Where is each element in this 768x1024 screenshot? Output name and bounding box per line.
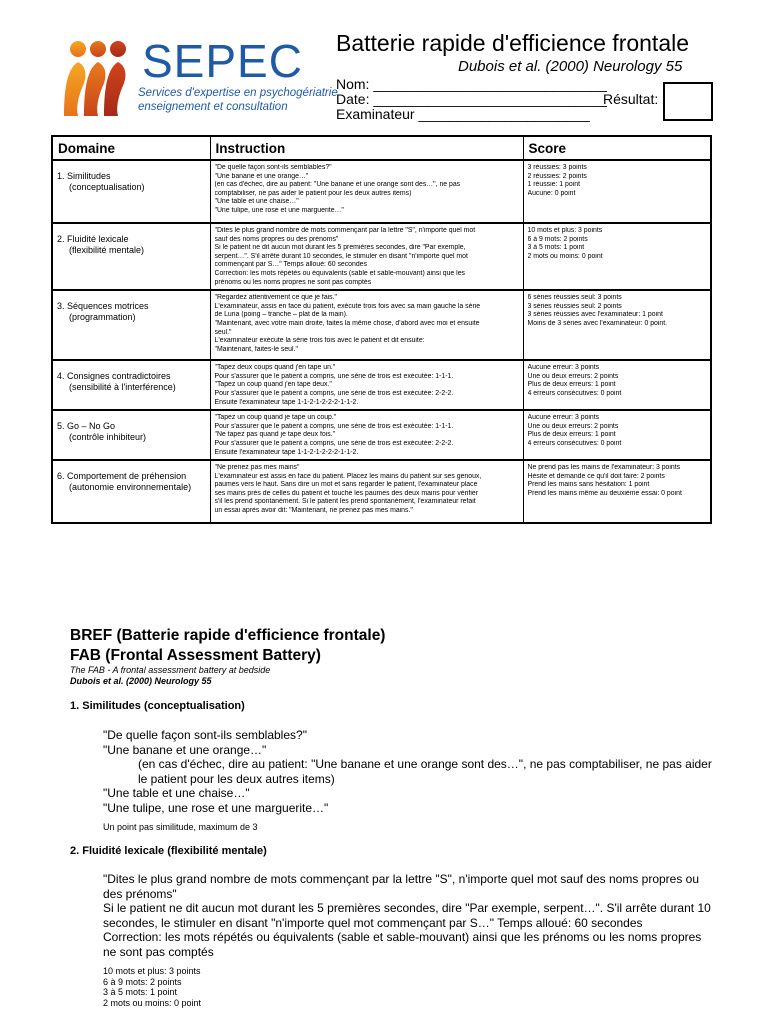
domain-sublabel: (autonomie environnementale): [69, 482, 192, 493]
score-cell: [523, 290, 711, 360]
instruction-line: prénoms ou les noms propres ne sont pas comptés: [214, 278, 372, 286]
domain-label: 4. Consignes contradictoires: [57, 371, 171, 382]
section2-line: Si le patient ne dit aucun mot durant les 5 premières secondes, dire "Par exemple, serpent…". S'il arrête durant 10: [103, 901, 711, 915]
instruction-line: ses mains près de celles du patient et touche les paumes des deux mains pour vérifier: [214, 489, 479, 497]
instruction-line: Si le patient ne dit aucun mot durant les 5 premières secondes, dire "Par exemple,: [214, 244, 466, 252]
domain-cell: [52, 223, 210, 290]
logo-tagline-line1: Services d'expertise en psychogériatrie: [138, 87, 338, 99]
score-line: 6 à 9 mots: 2 points: [527, 235, 588, 243]
instruction-line: sauf des noms propres ou des prénoms": [214, 235, 339, 243]
section1-line: "Une banane et une orange…": [103, 742, 267, 757]
section2-line: ne sont pas comptés: [103, 944, 214, 959]
instruction-line: "Ne prenez pas mes mains": [214, 464, 300, 472]
table-header-row: [52, 136, 711, 160]
fab-reference: Dubois et al. (2000) Neurology 55: [70, 676, 212, 686]
instruction-line: comptabiliser, ne pas aider le patient pour les deux autres items): [214, 189, 412, 197]
score-line: 3 réussies: 3 points: [527, 164, 587, 171]
date-field[interactable]: Date: ______________________________: [336, 91, 607, 107]
instruction-line: "De quelle façon sont-ils semblables?": [214, 164, 332, 171]
instruction-line: "Tapez deux coups quand j'en tape un.": [214, 364, 336, 372]
document-title: Batterie rapide d'efficience frontale: [336, 30, 690, 56]
points-line: 6 à 9 mots: 2 points: [103, 976, 182, 987]
table-row: [52, 290, 711, 360]
score-line: 3 séries réussies avec l'examinateur: 1 point: [527, 311, 663, 319]
domain-sublabel: (programmation): [69, 312, 136, 323]
score-line: Une ou deux erreurs: 2 points: [527, 422, 619, 430]
sepec-logo: [56, 35, 338, 122]
domain-cell: [52, 460, 210, 523]
section2-heading: 2. Fluidité lexicale (flexibilité mentale): [70, 845, 267, 857]
section2-text: [103, 872, 711, 959]
logo-tagline: [138, 86, 338, 114]
section1-line: "Une tulipe, une rose et une marguerite…": [103, 800, 329, 815]
score-line: Aucune: 0 point: [527, 189, 576, 197]
instruction-line: Pour s'assurer que le patient a compris, une série de trois est exécutée: 2-2-2.: [214, 389, 454, 397]
domain-label: 6. Comportement de préhension: [57, 471, 187, 482]
score-line: Prend les mains même au deuxième essai: 0 point: [527, 489, 682, 497]
instruction-line: L'examinateur est assis en face du patient. Placez les mains du patient sur ses genoux,: [214, 472, 482, 480]
score-line: 3 séries réussies seul: 2 points: [527, 302, 622, 310]
document-reference: Dubois et al. (2000) Neurology 55: [458, 58, 683, 75]
table-row: [52, 460, 711, 523]
instruction-line: "Regardez attentivement ce que je fais.": [214, 294, 337, 302]
instruction-cell: [210, 360, 523, 410]
score-line: 4 erreurs consécutives: 0 point: [527, 439, 622, 447]
score-line: 1 réussie: 1 point: [527, 181, 580, 189]
nom-field[interactable]: Nom: ______________________________: [336, 76, 607, 92]
instruction-cell: [210, 410, 523, 460]
resultat-label: Résultat:: [603, 91, 659, 107]
instruction-line: "Tapez un coup quand j'en tape deux.": [214, 381, 332, 389]
section1-line: "De quelle façon sont-ils semblables?": [103, 728, 307, 742]
instruction-line: "Dites le plus grand nombre de mots commençant par la lettre "S", n'importe quel mot: [214, 227, 476, 234]
score-line: Moins de 3 séries avec l'examinateur: 0 point.: [527, 319, 668, 327]
score-cell: [523, 360, 711, 410]
instruction-line: s'il les prend spontanément. Si le patient les prend spontanément, l'examinateur refait: [214, 498, 476, 506]
score-line: 4 erreurs consécutives: 0 point: [527, 389, 622, 397]
header-score: Score: [523, 136, 711, 160]
instruction-cell: [210, 290, 523, 360]
domain-label: 3. Séquences motrices: [57, 301, 149, 312]
section2-line: "Dites le plus grand nombre de mots commençant par la lettre "S", n'importe quel mot sauf des noms propres ou: [103, 872, 700, 886]
instruction-line: de Luria (poing – tranche – plat de la main).: [214, 311, 348, 319]
score-line: Une ou deux erreurs: 2 points: [527, 372, 619, 380]
section1-heading: 1. Similitudes (conceptualisation): [70, 700, 245, 712]
section2-line: des prénoms": [103, 886, 177, 901]
domain-cell: [52, 410, 210, 460]
instruction-line: "Maintenant, avec votre main droite, faites la même chose, d'abord avec moi et ensuite: [214, 319, 480, 327]
instruction-cell: [210, 160, 523, 223]
instruction-cell: [210, 223, 523, 290]
bref-title: BREF (Batterie rapide d'efficience frontale): [70, 627, 386, 644]
instruction-line: "Une table et une chaise…": [214, 198, 299, 206]
instruction-line: "Maintenant, faites-le seul.": [214, 345, 298, 353]
instruction-line: Pour s'assurer que le patient a compris, une série de trois est exécutée: 1-1-1.: [214, 422, 454, 430]
score-line: 2 mots ou moins: 0 point: [527, 252, 603, 260]
instruction-line: L'examinateur exécute la série trois fois avec le patient et dit ensuite:: [214, 337, 425, 345]
domain-sublabel: (contrôle inhibiteur): [69, 432, 147, 443]
domain-label: 1. Similitudes: [57, 171, 111, 181]
score-cell: [523, 460, 711, 523]
section1-line: "Une table et une chaise…": [103, 786, 250, 800]
section1-indent: le patient pour les deux autres items): [138, 771, 335, 786]
examinateur-field[interactable]: Examinateur ______________________: [336, 106, 590, 122]
instruction-line: Correction: les mots répétés ou équivalents (sable et sable-mouvant) ainsi que les: [214, 269, 465, 277]
instruction-line: serpent…". S'il arrête durant 10 secondes, le stimuler en disant "n'importe quel mot: [214, 252, 468, 260]
header-instruction: Instruction: [210, 136, 523, 160]
instruction-line: (en cas d'échec, dire au patient: "Une banane et une orange sont des…", ne pas: [214, 181, 461, 189]
score-cell: [523, 223, 711, 290]
instruction-line: "Ne tapez pas quand je tape deux fois.": [214, 431, 336, 439]
domain-sublabel: (flexibilité mentale): [69, 245, 145, 255]
logo-tagline-line2: enseignement et consultation: [138, 101, 288, 113]
table-row: [52, 360, 711, 410]
table-row: [52, 410, 711, 460]
score-line: Aucune erreur: 3 points: [527, 364, 600, 372]
instruction-line: Pour s'assurer que le patient a compris, une série de trois est exécutée: 2-2-2.: [214, 439, 454, 447]
instruction-line: L'examinateur, assis en face du patient, exécute trois fois avec sa main gauche la série: [214, 302, 481, 310]
people-figures-icon: [56, 36, 142, 120]
section1-note: Un point pas similitude, maximum de 3: [103, 822, 258, 832]
instruction-line: Ensuite l'examinateur tape 1-1-2-1-2-2-2-1-1-2.: [214, 398, 359, 406]
instruction-line: un essai après avoir dit: "Maintenant, ne prenez pas mes mains.": [214, 507, 413, 515]
domain-label: 5. Go – No Go: [57, 421, 116, 432]
section1-text: [103, 728, 712, 815]
domain-label: 2. Fluidité lexicale: [57, 234, 129, 244]
logo-wordmark: SEPEC: [142, 35, 303, 87]
score-cell: [523, 160, 711, 223]
score-line: Ne prend pas les mains de l'examinateur: 3 points: [527, 464, 681, 472]
fab-score-table: [51, 135, 712, 524]
instruction-line: "Tapez un coup quand je tape un coup.": [214, 414, 337, 422]
domain-sublabel: (sensibilité à l'interférence): [69, 382, 176, 393]
score-line: Plus de deux erreurs: 1 point: [527, 381, 616, 389]
score-line: 2 réussies: 2 points: [527, 172, 587, 180]
domain-cell: [52, 160, 210, 223]
instruction-line: Pour s'assurer que le patient a compris, une série de trois est exécutée: 1-1-1.: [214, 372, 454, 380]
instruction-line: Ensuite l'examinateur tape 1-1-2-1-2-2-2-1-1-2.: [214, 448, 359, 456]
section2-points: [103, 966, 201, 1008]
section2-line: secondes, le stimuler en disant "n'importe quel mot commençant par S…" Temps alloué: 60 secondes: [103, 915, 643, 930]
score-line: Prend les mains sans hésitation: 1 point: [527, 481, 650, 489]
score-line: 10 mots et plus: 3 points: [527, 227, 603, 234]
score-line: Hésite et demande ce qu'il doit faire: 2 points: [527, 472, 665, 480]
table-row: [52, 160, 711, 223]
instruction-line: "Une tulipe, une rose et une marguerite…": [214, 206, 344, 214]
score-line: 6 séries réussies seul: 3 points: [527, 294, 622, 302]
table-row: [52, 223, 711, 290]
domain-sublabel: (conceptualisation): [69, 182, 145, 192]
instruction-line: "Une banane et une orange…": [214, 172, 309, 180]
points-line: 3 à 5 mots: 1 point: [103, 987, 178, 997]
instruction-line: seul.": [214, 328, 232, 336]
resultat-box[interactable]: [663, 82, 713, 121]
score-line: 3 à 5 mots: 1 point: [527, 244, 585, 252]
score-line: Plus de deux erreurs: 1 point: [527, 431, 616, 439]
domain-cell: [52, 290, 210, 360]
instruction-line: commençant par S…" Temps alloué: 60 secondes: [214, 261, 367, 269]
section2-line: Correction: les mots répétés ou équivalents (sable et sable-mouvant) ainsi que les prénoms ou les noms propres: [103, 930, 702, 944]
score-line: Aucune erreur: 3 points: [527, 414, 600, 422]
section1-indent: (en cas d'échec, dire au patient: "Une banane et une orange sont des…", ne pas comptabiliser, ne pas aider: [138, 757, 712, 771]
instruction-cell: [210, 460, 523, 523]
points-line: 10 mots et plus: 3 points: [103, 966, 201, 976]
score-cell: [523, 410, 711, 460]
fab-subtitle: The FAB - A frontal assessment battery at bedside: [70, 665, 271, 675]
fab-title: FAB (Frontal Assessment Battery): [70, 647, 321, 664]
instruction-line: paumes vers le haut. Sans dire un mot et sans regarder le patient, l'examinateur place: [214, 481, 478, 489]
domain-cell: [52, 360, 210, 410]
header-domaine: Domaine: [52, 136, 210, 160]
points-line: 2 mots ou moins: 0 point: [103, 997, 202, 1008]
